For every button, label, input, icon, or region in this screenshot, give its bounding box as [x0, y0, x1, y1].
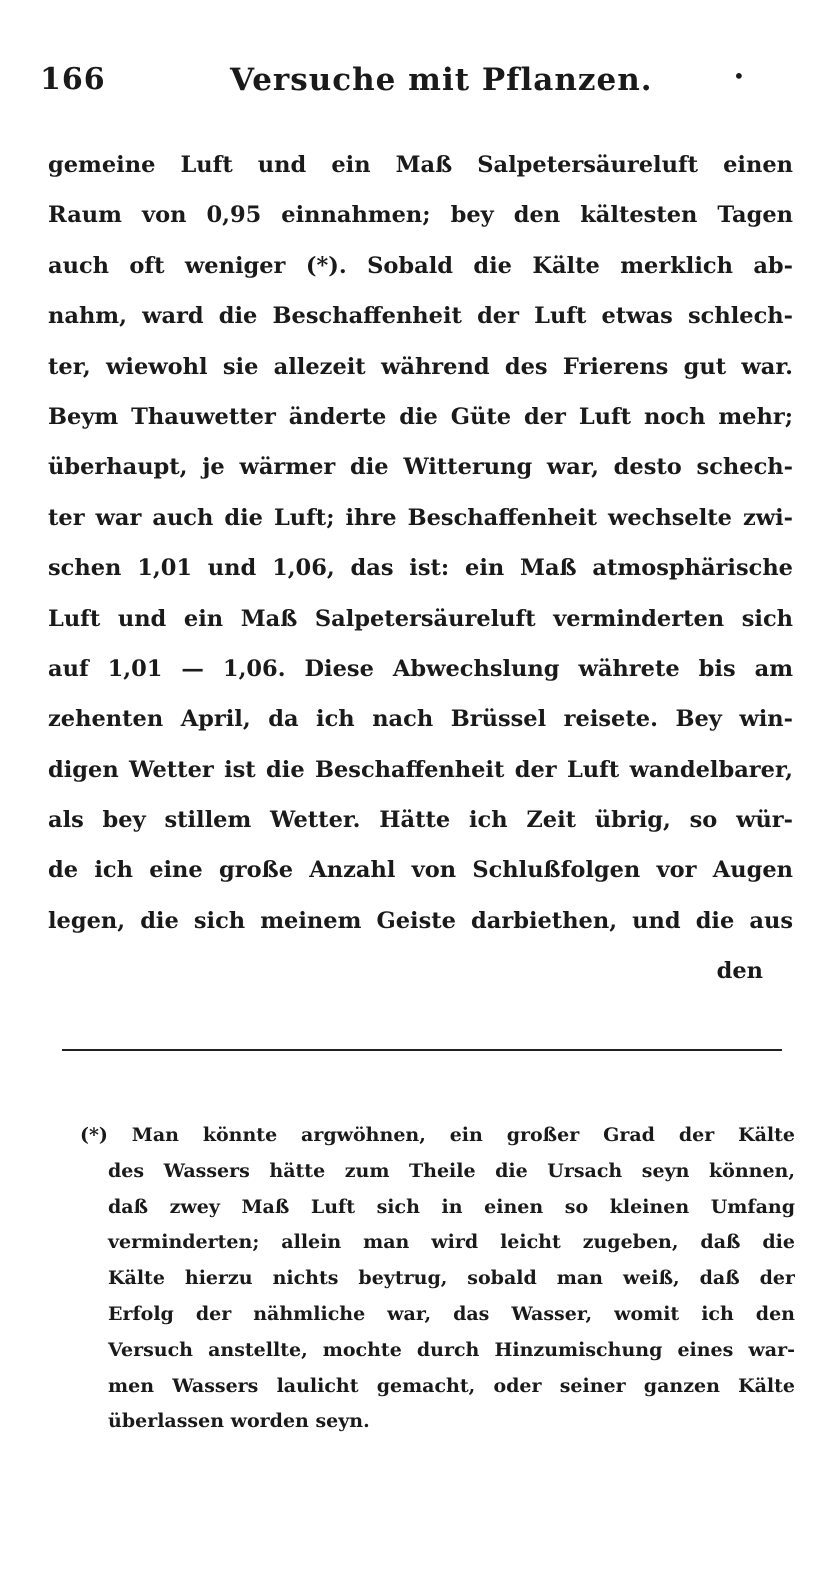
- body-line: digen Wetter ist die Beschaffenheit der Luft wandelbarer,: [48, 756, 793, 783]
- body-line: auch oft weniger (*). Sobald die Kälte merklich ab-: [48, 252, 793, 279]
- body-line: nahm, ward die Beschaffenheit der Luft etwas schlech-: [48, 303, 793, 330]
- footnote: [80, 1118, 795, 1440]
- footnote-line: daß zwey Maß Luft sich in einen so kleinen Umfang: [108, 1195, 795, 1218]
- body-line: ter war auch die Luft; ihre Beschaffenheit wechselte zwi-: [48, 504, 793, 531]
- footnote-line: Versuch anstellte, mochte durch Hinzumischung eines war-: [108, 1338, 795, 1361]
- running-title: Versuche mit Pflanzen.: [230, 62, 653, 98]
- body-line: de ich eine große Anzahl von Schlußfolgen vor Augen: [48, 857, 793, 884]
- header-mark: •: [733, 64, 745, 88]
- body-line: Raum von 0,95 einnahmen; bey den kältesten Tagen: [48, 202, 793, 229]
- body-line: Beym Thauwetter änderte die Güte der Luft noch mehr;: [48, 403, 793, 430]
- body-line: Luft und ein Maß Salpetersäureluft verminderten sich: [48, 605, 793, 632]
- footnote-divider: [62, 1049, 782, 1051]
- page-header: [40, 62, 800, 112]
- footnote-line: Erfolg der nähmliche war, das Wasser, womit ich den: [108, 1302, 795, 1325]
- page-number: 166: [40, 62, 106, 97]
- body-line: zehenten April, da ich nach Brüssel reisete. Bey win-: [48, 706, 793, 733]
- footnote-line: Kälte hierzu nichts beytrug, sobald man weiß, daß der: [108, 1267, 795, 1290]
- footnote-line: des Wassers hätte zum Theile die Ursach seyn können,: [108, 1159, 795, 1182]
- body-line: überhaupt, je wärmer die Witterung war, desto schech-: [48, 454, 793, 481]
- footnote-line: men Wassers laulicht gemacht, oder seiner ganzen Kälte: [108, 1374, 795, 1397]
- body-line: als bey stillem Wetter. Hätte ich Zeit übrig, so wür-: [48, 807, 793, 834]
- body-line: gemeine Luft und ein Maß Salpetersäureluft einen: [48, 152, 793, 178]
- body-line: schen 1,01 und 1,06, das ist: ein Maß atmosphärische: [48, 555, 793, 582]
- body-line: ter, wiewohl sie allezeit während des Frierens gut war.: [48, 353, 793, 380]
- body-text: [48, 140, 793, 997]
- footnote-line: (*) Man könnte argwöhnen, ein großer Grad der Kälte: [80, 1124, 795, 1146]
- catchword: den: [716, 958, 763, 985]
- body-line: auf 1,01 — 1,06. Diese Abwechslung währete bis am: [48, 655, 793, 682]
- footnote-line: verminderten; allein man wird leicht zugeben, daß die: [108, 1231, 795, 1254]
- body-line: legen, die sich meinem Geiste darbiethen, und die aus: [48, 907, 793, 934]
- footnote-line: überlassen worden seyn.: [108, 1410, 370, 1433]
